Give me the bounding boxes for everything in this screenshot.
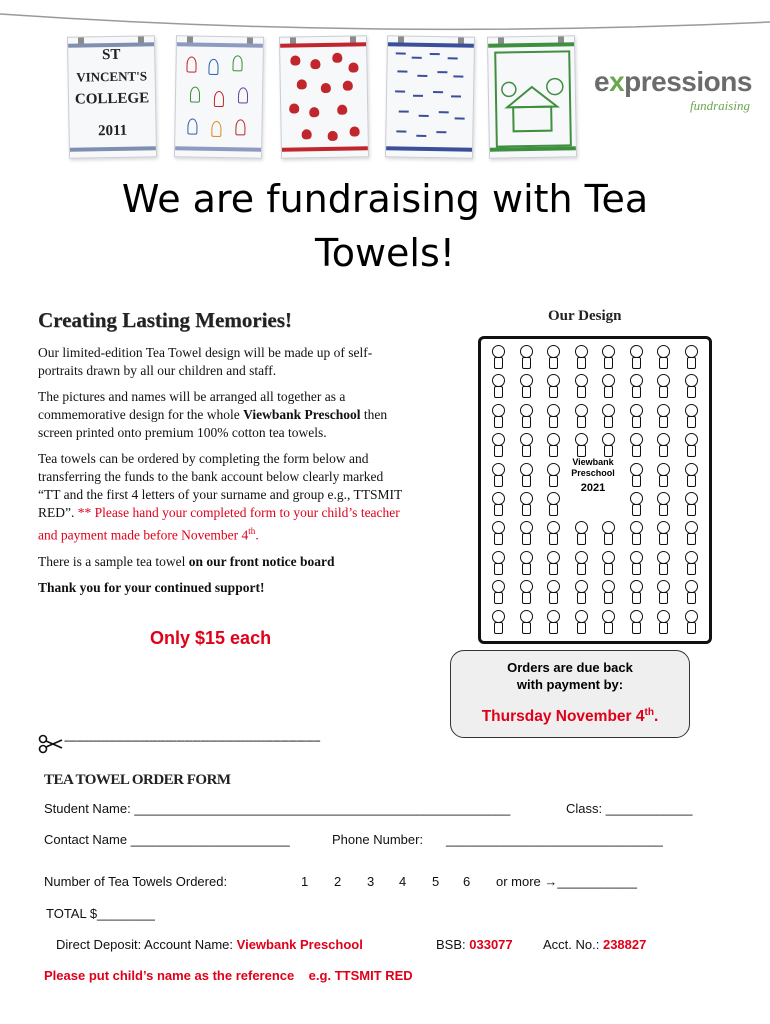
phone-number-field[interactable]: ______________________________ xyxy=(446,832,663,847)
price-text: Only $15 each xyxy=(150,628,272,648)
design-portrait xyxy=(485,402,511,430)
design-portrait xyxy=(485,608,511,636)
towel-text-line: COLLEGE xyxy=(74,90,150,108)
design-portrait xyxy=(568,402,594,430)
account-number-label: Acct. No.: xyxy=(543,937,603,952)
number-ordered-label: Number of Tea Towels Ordered: xyxy=(44,874,228,889)
design-portrait xyxy=(513,608,539,636)
cut-line: ------------------------------------------------------------------------------------------------ xyxy=(64,735,320,747)
design-portrait xyxy=(595,608,621,636)
design-portrait xyxy=(540,608,566,636)
design-portrait xyxy=(540,519,566,547)
bsb-line xyxy=(436,937,513,952)
design-label-line: Preschool xyxy=(571,468,615,478)
towel-text-line: ST xyxy=(101,46,121,64)
design-portrait xyxy=(650,490,676,518)
design-portrait xyxy=(485,519,511,547)
intro-paragraph: Our limited-edition Tea Towel design will be made up of self-portraits drawn by all our children and staff. xyxy=(38,345,373,378)
design-portrait xyxy=(568,343,594,371)
design-portrait xyxy=(513,549,539,577)
design-portrait xyxy=(678,343,704,371)
qty-or-more-field[interactable]: or more →___________ xyxy=(496,874,637,889)
design-heading: Our Design xyxy=(548,308,622,324)
design-portrait xyxy=(623,343,649,371)
design-portrait xyxy=(513,343,539,371)
order-form-title: TEA TOWEL ORDER FORM xyxy=(44,772,231,788)
design-portrait xyxy=(513,578,539,606)
design-sample-image xyxy=(478,336,712,644)
text-run: There is a sample tea towel xyxy=(38,553,189,569)
design-portrait xyxy=(623,461,649,489)
logo-subtitle: fundraising xyxy=(690,98,750,113)
design-portrait xyxy=(513,461,539,489)
title-line: Towels! xyxy=(314,231,456,275)
design-portrait xyxy=(623,490,649,518)
reference-note: Please put child’s name as the reference e.g. TTSMIT RED xyxy=(44,968,413,983)
design-portrait xyxy=(513,519,539,547)
design-portrait xyxy=(485,578,511,606)
text-run-bold: on our front notice board xyxy=(188,553,335,569)
design-portrait xyxy=(568,549,594,577)
design-portrait xyxy=(623,402,649,430)
qty-option[interactable]: 2 xyxy=(334,874,342,889)
design-portrait xyxy=(513,402,539,430)
design-portrait xyxy=(595,402,621,430)
account-number-line xyxy=(543,937,646,952)
design-portrait xyxy=(540,578,566,606)
design-portrait xyxy=(623,372,649,400)
text-run: The pictures and names will be arranged all together as a commemorative design for the whole xyxy=(38,389,346,422)
design-portrait xyxy=(623,549,649,577)
design-portrait xyxy=(650,608,676,636)
design-portrait xyxy=(485,372,511,400)
towel-text-line: 2011 xyxy=(97,122,128,140)
due-date xyxy=(451,707,689,726)
design-portrait xyxy=(513,431,539,459)
design-portrait xyxy=(568,372,594,400)
design-portrait xyxy=(513,490,539,518)
design-portrait xyxy=(650,519,676,547)
logo-letter: pressions xyxy=(624,66,752,97)
design-portrait xyxy=(540,431,566,459)
intro-paragraph xyxy=(38,450,403,545)
towel-green-house xyxy=(487,35,577,159)
account-name: Viewbank Preschool xyxy=(236,937,363,952)
logo-letter: x xyxy=(609,66,625,97)
qty-option[interactable]: 5 xyxy=(432,874,440,889)
towel-text-line: VINCENT'S xyxy=(76,68,148,85)
orders-line: with payment by: xyxy=(516,677,624,692)
design-year: 2021 xyxy=(580,482,606,494)
design-portrait xyxy=(678,461,704,489)
design-label-line: Viewbank xyxy=(572,457,614,467)
design-portrait xyxy=(595,431,621,459)
design-portrait xyxy=(595,372,621,400)
towel-school-text xyxy=(67,35,157,159)
qty-option[interactable]: 6 xyxy=(463,874,471,889)
towel-handprints xyxy=(279,35,369,159)
red-notice: . xyxy=(255,527,259,543)
design-portrait xyxy=(678,372,704,400)
design-portrait xyxy=(485,343,511,371)
student-name-field[interactable]: Student Name: ____________________________________________________ xyxy=(44,801,511,816)
design-portrait xyxy=(595,578,621,606)
expressions-logo xyxy=(594,66,752,98)
design-portrait xyxy=(568,431,594,459)
intro-paragraph xyxy=(38,553,403,571)
design-portrait xyxy=(678,519,704,547)
design-portrait xyxy=(623,608,649,636)
design-portrait xyxy=(650,402,676,430)
thank-you-text: Thank you for your continued support! xyxy=(38,579,265,595)
design-portrait xyxy=(650,549,676,577)
design-portrait xyxy=(513,372,539,400)
school-name: Viewbank Preschool xyxy=(243,407,361,422)
orders-line: Orders are due back xyxy=(507,660,633,675)
design-portrait xyxy=(568,519,594,547)
text-run: then screen printed onto premium 100% cotton tea towels. xyxy=(38,407,388,440)
red-notice: ** Please hand your completed form to your child’s teacher and payment made before November 4 xyxy=(38,505,400,543)
design-portrait xyxy=(568,608,594,636)
scissors-icon xyxy=(38,734,64,754)
design-portrait xyxy=(540,402,566,430)
red-notice-sup: th xyxy=(248,526,256,536)
due-date-text: Thursday November 4 xyxy=(481,708,645,726)
contact-name-field[interactable]: Contact Name ______________________ xyxy=(44,832,290,847)
qty-option[interactable]: 3 xyxy=(367,874,375,889)
page-title xyxy=(0,172,770,280)
due-date-sup: th xyxy=(644,707,654,718)
design-portrait xyxy=(485,431,511,459)
deposit-label: Direct Deposit: Account Name: xyxy=(56,937,237,952)
design-portrait xyxy=(540,343,566,371)
phone-number-label: Phone Number: xyxy=(332,832,424,847)
due-date-end: . xyxy=(653,708,659,726)
design-portrait xyxy=(678,549,704,577)
qty-option[interactable]: 1 xyxy=(301,874,309,889)
design-portrait xyxy=(540,549,566,577)
design-portrait xyxy=(540,372,566,400)
design-portrait xyxy=(623,519,649,547)
design-portrait xyxy=(650,372,676,400)
towel-names xyxy=(385,35,475,159)
design-portrait xyxy=(485,549,511,577)
design-portrait xyxy=(485,461,511,489)
design-portrait xyxy=(595,549,621,577)
class-field[interactable]: Class: ____________ xyxy=(566,801,693,816)
intro-heading: Creating Lasting Memories! xyxy=(38,308,292,332)
intro-body xyxy=(38,344,403,597)
design-portrait xyxy=(650,431,676,459)
design-portrait xyxy=(678,608,704,636)
logo-letter: e xyxy=(594,66,610,97)
title-line: We are fundraising with Tea xyxy=(121,177,649,221)
towel-drawings xyxy=(174,35,264,159)
design-portrait xyxy=(650,461,676,489)
orders-due-text xyxy=(451,659,689,693)
bsb-label: BSB: xyxy=(436,937,470,952)
text-run: Tea towels can be ordered by completing the form below and transferring the funds to the bank account below clearly marked “TT and the first 4 letters of your surname and group e.g., TTSMIT RED”. xyxy=(38,451,403,520)
design-portrait xyxy=(678,431,704,459)
design-portrait xyxy=(623,578,649,606)
design-center-label xyxy=(561,457,625,501)
total-field[interactable]: TOTAL $________ xyxy=(46,906,155,921)
design-portrait xyxy=(485,490,511,518)
intro-paragraph xyxy=(38,388,403,442)
design-portrait xyxy=(568,578,594,606)
design-portrait xyxy=(678,490,704,518)
design-portrait xyxy=(650,578,676,606)
deposit-line xyxy=(56,937,363,952)
design-portrait xyxy=(650,343,676,371)
design-portrait xyxy=(595,343,621,371)
orders-due-box xyxy=(450,650,690,738)
design-portrait xyxy=(678,578,704,606)
design-portrait xyxy=(595,519,621,547)
account-number: 238827 xyxy=(602,937,647,952)
design-portrait xyxy=(678,402,704,430)
design-portrait xyxy=(623,431,649,459)
bsb-number: 033077 xyxy=(469,937,513,952)
qty-option[interactable]: 4 xyxy=(399,874,407,889)
